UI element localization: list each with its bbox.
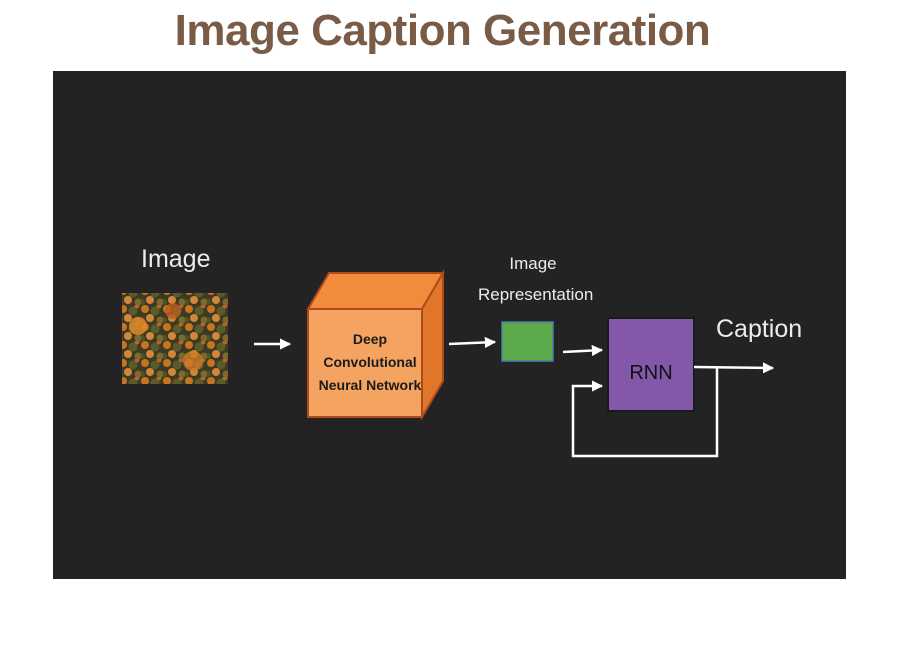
cnn-block-top-face bbox=[308, 273, 443, 309]
arrow-cnn-to-representation bbox=[449, 342, 495, 344]
page-title: Image Caption Generation bbox=[174, 6, 711, 55]
rnn-label: RNN bbox=[629, 362, 673, 384]
image-foliage-patch bbox=[165, 303, 181, 319]
diagram-panel bbox=[53, 71, 846, 579]
cnn-label-line1: Deep bbox=[352, 331, 388, 347]
arrow-representation-to-rnn bbox=[563, 350, 602, 352]
image-representation-box bbox=[502, 322, 553, 361]
cnn-label-line3: Neural Network bbox=[318, 377, 422, 393]
input-image bbox=[122, 293, 228, 384]
cnn-label bbox=[311, 328, 429, 397]
image-label: Image bbox=[141, 245, 211, 273]
cnn-label-line2: Convolutional bbox=[323, 354, 417, 370]
arrow-rnn-to-caption bbox=[694, 367, 773, 368]
caption-label: Caption bbox=[716, 315, 803, 343]
image-foliage-patch bbox=[183, 351, 203, 371]
image-foliage-patch bbox=[129, 317, 147, 335]
image-representation-label-line1: Image bbox=[509, 254, 557, 273]
image-representation-label bbox=[478, 248, 594, 310]
image-representation-label-line2: Representation bbox=[478, 285, 594, 304]
